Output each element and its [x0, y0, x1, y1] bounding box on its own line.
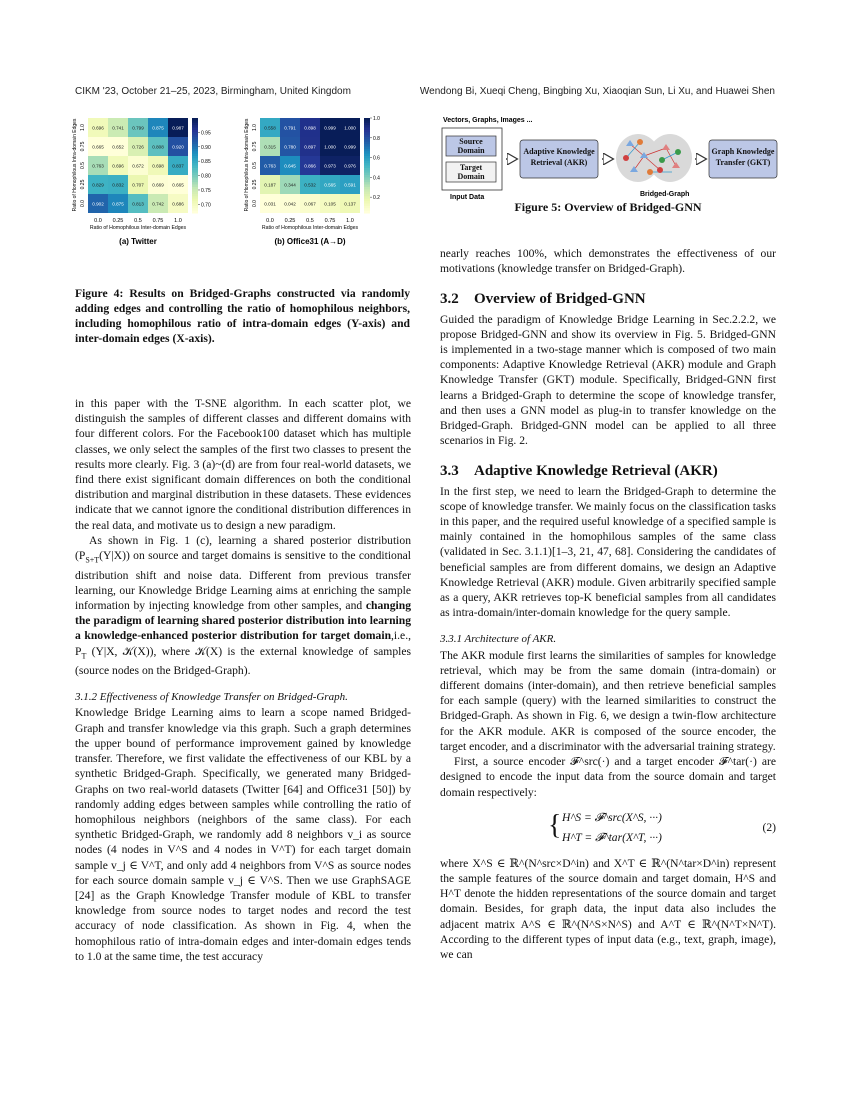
heatmap-office31-cell-value: 0.999	[324, 125, 336, 131]
heatmap-office31-y-tick: 0.75	[252, 141, 258, 152]
heatmap-office31-cell-value: 0.042	[284, 201, 296, 207]
subsection-3-3-1-heading: 3.3.1 Architecture of AKR.	[440, 633, 557, 646]
heatmap-office31-cell-value: 0.532	[304, 182, 316, 188]
heatmap-twitter-y-tick: 1.0	[80, 124, 86, 131]
heatmap-twitter-cell-value: 0.875	[112, 201, 124, 207]
heatmap-twitter-cell-value: 0.669	[152, 182, 164, 188]
fig5-top-label: Vectors, Graphs, Images ...	[443, 117, 533, 124]
heatmap-twitter-colorbar-tick: 0.80	[201, 173, 211, 180]
heatmap-office31-colorbar-tick: 0.4	[373, 175, 380, 182]
section-3-3-1-paragraph: The AKR module first learns the similarities of samples for knowledge retrieval, which may be from the same domain (intra-domain) or different domains (inter-domain), and then retrieve beneficial samples for each sample (query) with the learned similarities to construct the Bridged-Graph. As shown in Fig. 6, we design a twin-flow architecture for the AKR module. AKR is composed of the source encoder, the target encoder, and a discriminator with the adversarial training strategy.	[440, 648, 776, 753]
heatmap-office31-cell-value: 0.898	[304, 125, 316, 131]
heatmap-office31-cell-value: 0.591	[344, 182, 356, 188]
heatmap-office31-cell-value: 0.344	[284, 182, 296, 188]
heatmap-office31-cell-value: 0.973	[324, 163, 336, 169]
fig5-akr-label: Adaptive Knowledge Retrieval (AKR)	[523, 147, 595, 167]
heatmap-twitter-cell-value: 0.808	[152, 144, 164, 150]
heatmap-office31-cell-value: 1.000	[344, 125, 356, 131]
heatmap-twitter-cell-value: 0.829	[92, 182, 104, 188]
heatmap-office31-y-tick: 1.0	[252, 124, 258, 131]
heatmap-office31-x-label: Ratio of Homophilous Inter-domain Edges	[261, 225, 359, 231]
fig5-input-label: Input Data	[450, 194, 485, 201]
heatmap-twitter-y-tick: 0.5	[80, 162, 86, 169]
running-header-left: CIKM '23, October 21–25, 2023, Birmingham, United Kingdom	[75, 86, 351, 97]
heatmap-office31-x-tick: 1.0	[346, 218, 354, 224]
heatmap-office31-x-tick: 0.75	[324, 218, 336, 224]
heatmap-twitter-cell-value: 0.763	[92, 163, 104, 169]
heatmap-twitter-cell-value: 0.696	[112, 163, 124, 169]
heatmap-twitter-cell-value: 0.742	[152, 201, 164, 207]
heatmap-office31-cell-value: 0.645	[284, 163, 296, 169]
figure-4	[70, 112, 430, 282]
figure-4-caption: Figure 4: Results on Bridged-Graphs constructed via randomly adding edges and controlling the ratio of homophilous neighbors, including homophilous ratio of intra-domain edges (Y-axis) and inter-domain edges (X-axis).	[75, 287, 410, 345]
left-paragraph-2: As shown in Fig. 1 (c), learning a shared posterior distribution $(P_{S+T}(Y|X))$ on source and target domains is sensitive to the conditional distribution shift and noise data. Different from previous transfer learning, our Knowledge Bridge Learning aims at enriching the sample information by injecting knowledge from other samples, and changing the paradigm of learning shared posterior distribution into learning a knowledge-enhanced posterior distribution for target domain,i.e., $P_T$ (Y|X, 𝒦(X)), where 𝒦(X) is the external knowledge of samples (source nodes on the Bridged-Graph).	[75, 533, 411, 678]
heatmap-office31-label: (b) Office31 (A→D)	[274, 237, 346, 246]
heatmap-twitter-cell-value: 0.726	[132, 144, 144, 150]
heatmap-twitter-colorbar-tick: 0.90	[201, 144, 211, 151]
heatmap-twitter-y-tick: 0.25	[80, 179, 86, 190]
heatmap-office31-y-tick: 0.0	[252, 200, 258, 207]
heatmap-twitter-cell-value: 0.707	[132, 182, 144, 188]
heatmap-twitter-x-tick: 1.0	[174, 218, 182, 224]
equation-2: { H^S = 𝓕^src(X^S, ···) H^T = 𝓕^tar(X^T, ···) (2)	[548, 809, 776, 844]
heatmap-twitter-x-label: Ratio of Homophilous Inter-domain Edges	[89, 225, 187, 231]
heatmap-twitter-colorbar-segment	[192, 211, 198, 214]
fig5-gkt-label: Graph Knowledge Transfer (GKT)	[711, 147, 775, 167]
left-paragraph-1: in this paper with the T-SNE algorithm. In each scatter plot, we distinguish the samples of different classes and different domains with four different colors. For the Facebook100 dataset which has multiple classes, we only select the samples of the first two classes to present the results more clearly. Fig. 3 (a)~(d) are from four real-world datasets, we find there exist significant domain differences on both the conditional distribution and marginal distribution in these datasets. These evidences indicate that we cannot ignore the conditional distribution differences in the real data, and motivate us to design a new paradigm.	[75, 397, 411, 532]
heatmap-twitter-cell-value: 0.832	[112, 182, 124, 188]
subsection-3-1-2-heading: 3.1.2 Effectiveness of Knowledge Transfer on Bridged-Graph.	[75, 691, 348, 704]
equation-2-line-2: H^T = 𝓕^tar(X^T, ···)	[562, 830, 662, 844]
heatmap-twitter-x-tick: 0.0	[94, 218, 102, 224]
heatmap-office31-x-tick: 0.25	[284, 218, 296, 224]
heatmap-office31-y-tick: 0.25	[252, 179, 258, 190]
heatmap-twitter-cell-value: 0.665	[172, 182, 184, 188]
heatmap-twitter-y-label: Ratio of Homophilous Intra-domain Edges	[72, 118, 78, 212]
heatmap-twitter-cell-value: 0.652	[112, 144, 124, 150]
heatmap-twitter-cell-value: 0.741	[112, 125, 124, 131]
section-3-2-paragraph: Guided the paradigm of Knowledge Bridge Learning in Sec.2.2.2, we propose Bridged-GNN and show its overview in Fig. 5. Bridged-GNN is implemented in a two-stage manner which is composed of two main components: Adaptive Knowledge Retrieval (AKR) module and Graph Knowledge Transfer (GKT) module. Specifically, Bridged-GNN first learns a Bridged-Graph to determine the scope of knowledge transfer, and then uses a GNN model as plug-in to transfer knowledge on the Bridged-Graph. Bridged-GNN model can be applied to all three scenarios in Fig. 2.	[440, 312, 776, 448]
heatmap-office31-cell-value: 0.780	[284, 144, 296, 150]
heatmap-twitter-cell-value: 0.672	[132, 163, 144, 169]
heatmap-office31-cell-value: 0.565	[324, 182, 336, 188]
fig5-bridged-label: Bridged-Graph	[640, 191, 690, 198]
fig5-source-label: Source Domain	[457, 137, 485, 155]
heatmap-twitter-colorbar-tick: 0.75	[201, 187, 211, 194]
heatmap-office31-colorbar-segment	[364, 211, 370, 214]
heatmap-twitter-cell-value: 0.920	[172, 144, 184, 150]
heatmap-office31-x-tick: 0.0	[266, 218, 274, 224]
heatmap-office31-x-tick: 0.5	[306, 218, 314, 224]
heatmap-twitter-cell-value: 0.987	[172, 125, 184, 131]
fig5-target-label: Target Domain	[457, 163, 485, 181]
fig5-bridged-graph	[616, 134, 692, 182]
right-paragraph-0: nearly reaches 100%, which demonstrates the effectiveness of our motivations (knowledge transfer on Bridged-Graph).	[440, 247, 776, 276]
heatmap-office31-cell-value: 0.976	[344, 163, 356, 169]
heatmap-office31-cell-value: 0.137	[344, 201, 356, 207]
heatmap-twitter-cell-value: 0.813	[132, 201, 144, 207]
heatmap-office31-cell-value: 0.791	[284, 125, 296, 131]
encoder-paragraph: First, a source encoder 𝓕^src(·) and a target encoder 𝓕^tar(·) are designed to encode the input data from the source domain and target domain respectively:	[440, 755, 776, 799]
heatmap-twitter-colorbar-tick: 0.70	[201, 202, 211, 209]
heatmap-twitter-y-tick: 0.0	[80, 200, 86, 207]
heatmap-twitter-cell-value: 0.665	[92, 144, 104, 150]
heatmap-office31-colorbar-tick: 1.0	[373, 116, 380, 122]
right-paragraph-final: where X^S ∈ ℝ^(N^src×D^in) and X^T ∈ ℝ^(N^tar×D^in) represent the sample features of the source domain and target domain, H^S and H^T denote the hidden representations of the source domain and target domain. Besides, for graph data, the input data also includes the adjacent matrix A^S ∈ ℝ^(N^S×N^S) and A^T ∈ ℝ^(N^T×N^T). According to the different types of input data (e.g., text, graph, image), we can	[440, 856, 776, 961]
section-3-2-heading: 3.2 Overview of Bridged-GNN	[440, 291, 646, 308]
heatmap-twitter-cell-value: 0.875	[152, 125, 164, 131]
figure-5	[440, 112, 780, 202]
figure-5-caption: Figure 5: Overview of Bridged-GNN	[514, 200, 702, 214]
heatmap-office31-y-tick: 0.5	[252, 162, 258, 169]
equation-2-number: (2)	[762, 820, 776, 834]
heatmap-office31-y-label: Ratio of Homophilous Intra-domain Edges	[244, 118, 250, 212]
left-column	[75, 396, 411, 964]
heatmap-twitter-x-tick: 0.5	[134, 218, 142, 224]
heatmap-twitter-colorbar-tick: 0.95	[201, 130, 211, 137]
heatmap-office31-cell-value: 0.067	[304, 201, 316, 207]
heatmap-office31-cell-value: 0.999	[344, 144, 356, 150]
heatmap-office31-cell-value: 0.558	[264, 125, 276, 131]
section-3-3-heading: 3.3 Adaptive Knowledge Retrieval (AKR)	[440, 463, 718, 480]
section-3-3-paragraph: In the first step, we need to learn the Bridged-Graph to determine the scope of knowledge transfer. We mainly focus on the classification tasks in this paper, and the required useful knowledge of a specified sample is mainly contained in the homophilous samples of the same class (validated in Sec. 3.1.1)[1–3, 21, 47, 68]. Considering the candidates of beneficial samples are from different domains, we design an Adaptive Knowledge Retrieval (AKR) module. Given arbitrarily specified sample as a query, AKR retrieves top-K beneficial samples from all candidates as intra-domain/inter-domain knowledge for the query sample.	[440, 484, 776, 620]
heatmap-twitter-cell-value: 0.837	[172, 163, 184, 169]
right-column	[440, 246, 776, 962]
heatmap-twitter-cell-value: 0.686	[172, 201, 184, 207]
heatmap-office31-cell-value: 0.105	[324, 201, 336, 207]
heatmap-office31-colorbar-tick: 0.6	[373, 155, 380, 162]
running-header-right: Wendong Bi, Xueqi Cheng, Bingbing Xu, Xiaoqian Sun, Li Xu, and Huawei Shen	[419, 86, 775, 97]
heatmap-office31-cell-value: 0.897	[304, 144, 316, 150]
heatmap-office31-colorbar-tick: 0.8	[373, 135, 380, 142]
left-paragraph-3: Knowledge Bridge Learning aims to learn a scope named Bridged-Graph and transfer knowledge via this graph. Such a graph determines the upper bound of performance improvement gained by knowledge transfer. Therefore, we first validate the effectiveness of our KBL by a synthetic Bridged-Graph. Specifically, we generated many Bridged-Graphs on two real-world datasets (Twitter [64] and Office31 [50]) by randomly adding edges between samples while controlling the ratio of homophilous neighbors (neighbors of the same class). For each synthetic Bridged-Graph, we randomly add 8 neighbors v_i as source nodes (4 nodes in V^S and 4 nodes in V^T) for each target domain sample v_j ∈ V^T, and only add 4 neighbors from V^S as source nodes for each source domain sample v_j ∈ V^S. Then we use GraphSAGE [24] as the Graph Knowledge Transfer module of KBL to transfer knowledge from source nodes to target nodes and record the test accuracy of node classification. As shown in Fig. 4, when the homophilous ratio of intra-domain edges and inter-domain edges tends to 1.0 at the same time, the test accuracy	[75, 706, 411, 963]
heatmap-office31-cell-value: 0.031	[264, 201, 276, 207]
heatmap-twitter-cell-value: 0.799	[132, 125, 144, 131]
heatmap-twitter-cell-value: 0.698	[152, 163, 164, 169]
heatmap-twitter-x-tick: 0.25	[112, 218, 124, 224]
heatmap-office31-cell-value: 0.763	[264, 163, 276, 169]
heatmap-office31-colorbar-tick: 0.2	[373, 195, 380, 202]
equation-2-line-1: H^S = 𝓕^src(X^S, ···)	[562, 810, 662, 824]
heatmap-office31-cell-value: 1.000	[324, 144, 336, 150]
heatmap-twitter-colorbar-tick: 0.85	[201, 159, 211, 166]
heatmap-twitter-cell-value: 0.696	[92, 125, 104, 131]
heatmap-twitter-cell-value: 0.902	[92, 201, 104, 207]
heatmap-office31-cell-value: 0.866	[304, 163, 316, 169]
heatmap-twitter-y-tick: 0.75	[80, 141, 86, 152]
heatmap-office31-cell-value: 0.187	[264, 182, 276, 188]
heatmap-twitter-label: (a) Twitter	[119, 237, 157, 246]
heatmap-twitter-x-tick: 0.75	[152, 218, 164, 224]
heatmap-office31-cell-value: 0.315	[264, 144, 276, 150]
